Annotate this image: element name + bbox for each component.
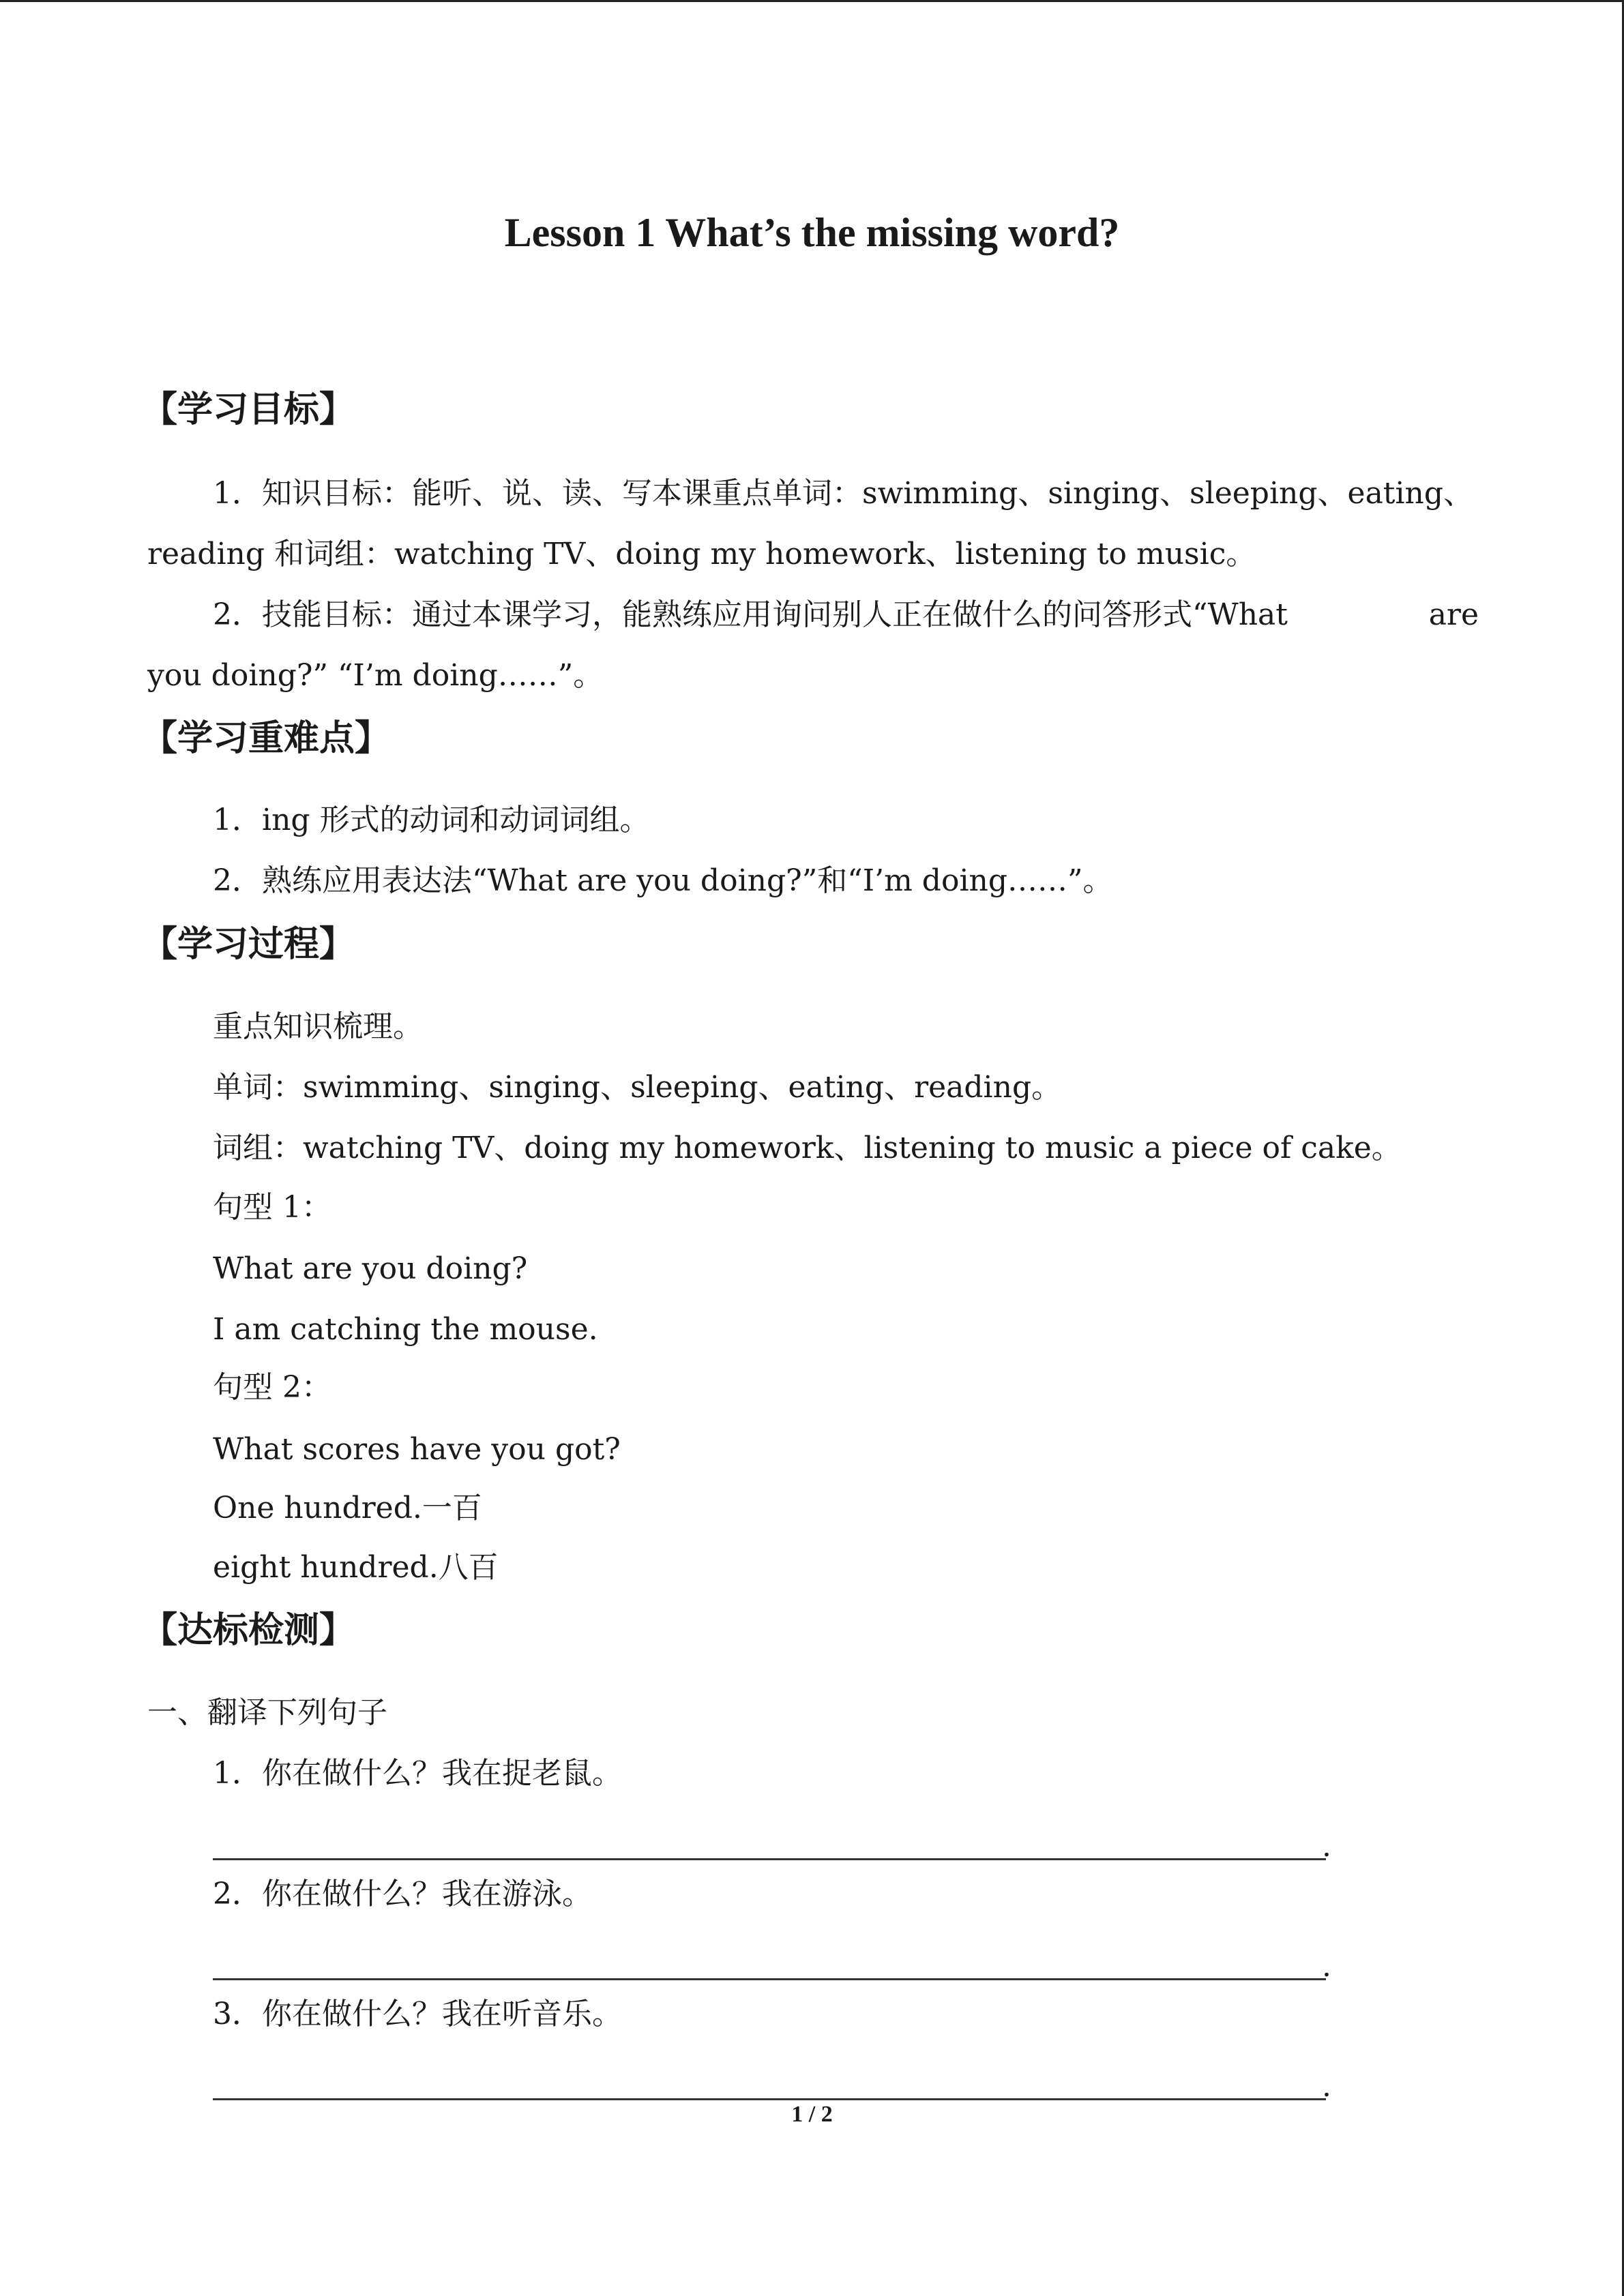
goal-item-1-line-2: reading 和词组：watching TV、doing my homework、listening to music。 bbox=[147, 537, 1256, 571]
goal-item-2-end-word: are bbox=[1428, 597, 1479, 632]
process-line: 词组：watching TV、doing my homework、listening to music a piece of cake。 bbox=[213, 1131, 1402, 1165]
test-part-1-title: 一、翻译下列句子 bbox=[147, 1695, 387, 1730]
process-line: I am catching the mouse. bbox=[213, 1312, 598, 1347]
key-point-1: 1．ing 形式的动词和动词词组。 bbox=[213, 803, 650, 837]
test-question-1: 1．你在做什么？我在捉老鼠。 bbox=[213, 1756, 622, 1791]
answer-line bbox=[213, 1978, 1326, 1980]
process-line: One hundred.一百 bbox=[213, 1491, 482, 1525]
answer-blank-1[interactable] bbox=[213, 1822, 1331, 1862]
answer-line bbox=[213, 2098, 1326, 2100]
document-title: Lesson 1 What’s the missing word? bbox=[504, 210, 1120, 255]
answer-period: . bbox=[1322, 2069, 1331, 2104]
answer-line bbox=[213, 1858, 1326, 1860]
process-line: eight hundred.八百 bbox=[213, 1550, 499, 1585]
test-question-2: 2．你在做什么？我在游泳。 bbox=[213, 1877, 592, 1911]
heading-process: 【学习过程】 bbox=[142, 924, 355, 965]
goal-item-2-line-2: you doing?” “I’m doing……”。 bbox=[147, 658, 604, 693]
page-number: 1 / 2 bbox=[791, 2102, 833, 2127]
process-line: What are you doing? bbox=[213, 1251, 528, 1286]
heading-test: 【达标检测】 bbox=[142, 1610, 355, 1651]
answer-period: . bbox=[1322, 1829, 1331, 1864]
test-question-3: 3．你在做什么？我在听音乐。 bbox=[213, 1997, 622, 2031]
answer-period: . bbox=[1322, 1949, 1331, 1984]
goal-item-2-text: 2．技能目标：通过本课学习，能熟练应用询问别人正在做什么的问答形式“What bbox=[213, 597, 1288, 632]
heading-key-points: 【学习重难点】 bbox=[142, 718, 391, 759]
process-line: 单词：swimming、singing、sleeping、eating、reading。 bbox=[213, 1070, 1062, 1105]
key-point-2: 2．熟练应用表达法“What are you doing?”和“I’m doing……”。 bbox=[213, 863, 1113, 898]
process-line: 句型 2： bbox=[213, 1370, 331, 1405]
process-line: 重点知识梳理。 bbox=[213, 1009, 423, 1044]
answer-blank-3[interactable] bbox=[213, 2062, 1331, 2102]
goal-item-1-line-1: 1．知识目标：能听、说、读、写本课重点单词：swimming、singing、sleeping、eating、 bbox=[213, 476, 1474, 511]
answer-blank-2[interactable] bbox=[213, 1942, 1331, 1982]
process-line: What scores have you got? bbox=[213, 1432, 621, 1467]
goal-item-2-line-1 bbox=[213, 597, 1479, 633]
process-line: 句型 1： bbox=[213, 1190, 331, 1225]
heading-goals: 【学习目标】 bbox=[142, 389, 355, 430]
